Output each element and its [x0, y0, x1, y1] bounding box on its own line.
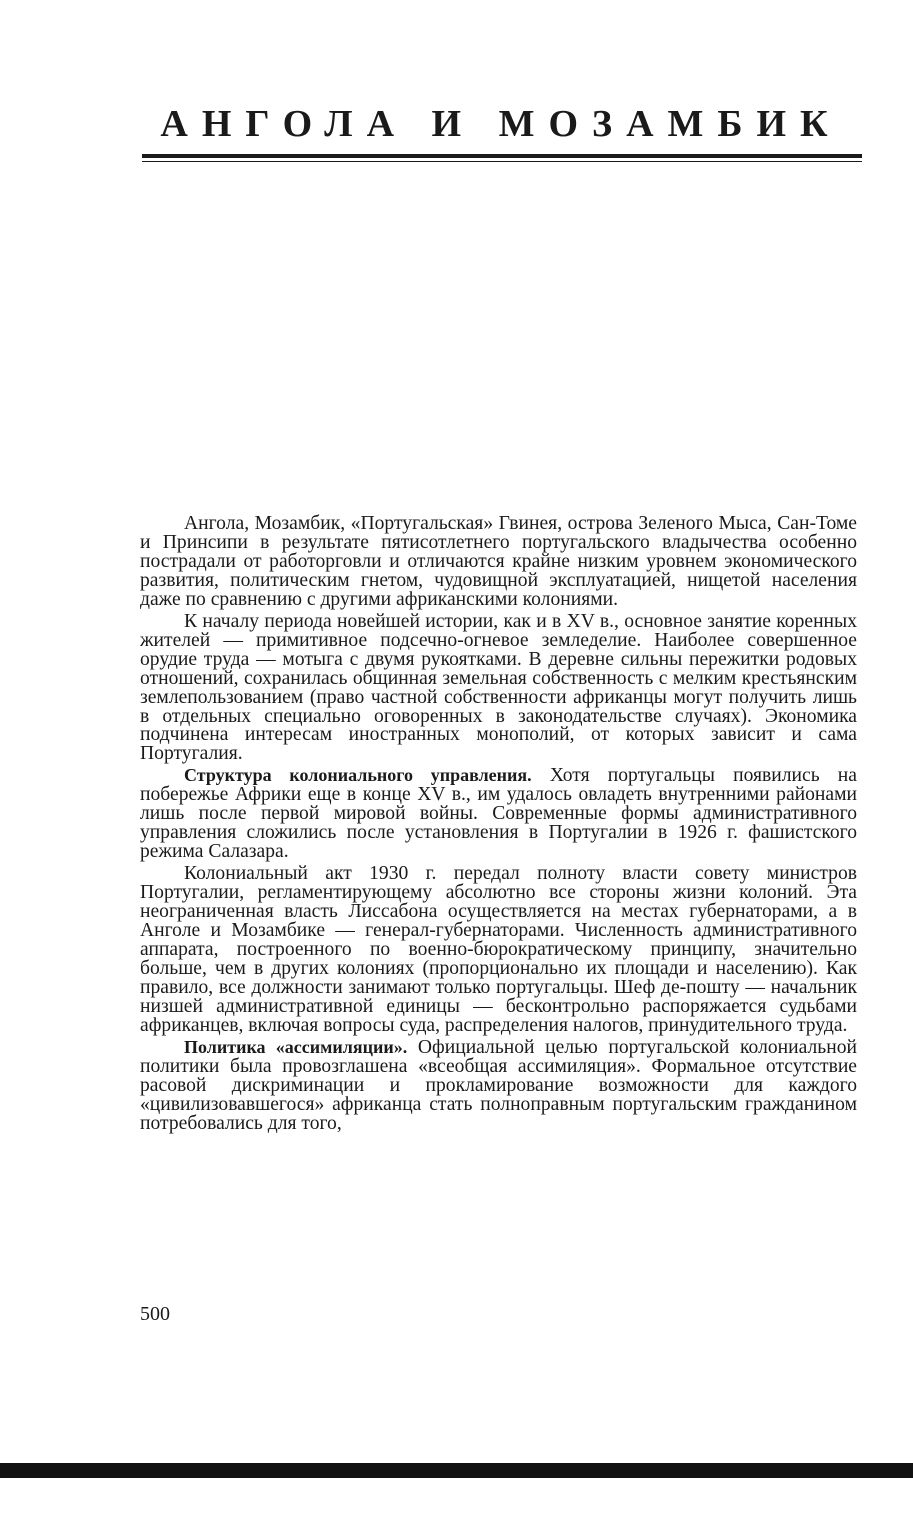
- paragraph: [140, 766, 857, 862]
- body-text: [140, 514, 857, 1136]
- paragraph: [140, 612, 857, 765]
- paragraph-text: Хотя португальцы появились на побережье Африки еще в конце XV в., им удалось овладеть внутренними районами лишь после первой мировой войны. Современные формы административного управления сложились после установления в Португалии в 1926 г. фашистского режима Салазара.: [140, 765, 857, 863]
- paragraph-text: Официальной целью португальской колониальной политики была провозглашена «всеобщая ассимиляция». Формальное отсутствие расовой дискриминации и прокламирование возможности для каждого «цивилизовавшегося» африканца стать полноправным португальским гражданином потребовались для того,: [140, 1036, 857, 1134]
- scan-edge-bar: [0, 1463, 913, 1478]
- page-number: 500: [140, 1303, 170, 1325]
- title-rule-thick: [142, 154, 862, 158]
- paragraph-text: Колониальный акт 1930 г. передал полноту власти совету министров Португалии, регламентирующему абсолютно все стороны жизни колоний. Эта неограниченная власть Лиссабона осуществляется на местах губернаторами, а в Анголе и Мозамбике — генерал-губернаторами. Численность административного аппарата, построенного по военно-бюрократическому принципу, значительно больше, чем в других колониях (пропорционально их площади и населению). Как правило, все должности занимают только португальцы. Шеф де-пошту — начальник низшей административной единицы — бесконтрольно распоряжается судьбами африканцев, включая вопросы суда, распределения налогов, принудительного труда.: [140, 863, 857, 1036]
- chapter-title: АНГОЛА И МОЗАМБИК: [160, 103, 842, 145]
- paragraph: [140, 864, 857, 1036]
- paragraph-text: Ангола, Мозамбик, «Португальская» Гвинея, острова Зеленого Мыса, Сан-Томе и Принсипи в результате пятисотлетнего португальского владычества особенно пострадали от работорговли и отличаются крайне низким уровнем экономического развития, политическим гнетом, чудовищной эксплуатацией, нищетой населения даже по сравнению с другими африканскими колониями.: [140, 513, 857, 610]
- paragraph: [140, 514, 857, 610]
- paragraph: [140, 1038, 857, 1134]
- paragraph-lead: Политика «ассимиляции».: [184, 1036, 408, 1057]
- title-rule-thin: [142, 161, 862, 162]
- paragraph-lead: Структура колониального управления.: [184, 765, 532, 786]
- paragraph-text: К началу периода новейшей истории, как и в XV в., основное занятие коренных жителей — примитивное подсечно-огневое земледелие. Наиболее совершенное орудие труда — мотыга с двумя рукоятками. В деревне сильны пережитки родовых отношений, сохранилась общинная земельная собственность с мелким крестьянским землепользованием (право частной собственности африканцы могут получить лишь в отдельных специально оговоренных в законодательстве случаях). Экономика подчинена интересам иностранных монополий, от которых зависит и сама Португалия.: [140, 610, 857, 765]
